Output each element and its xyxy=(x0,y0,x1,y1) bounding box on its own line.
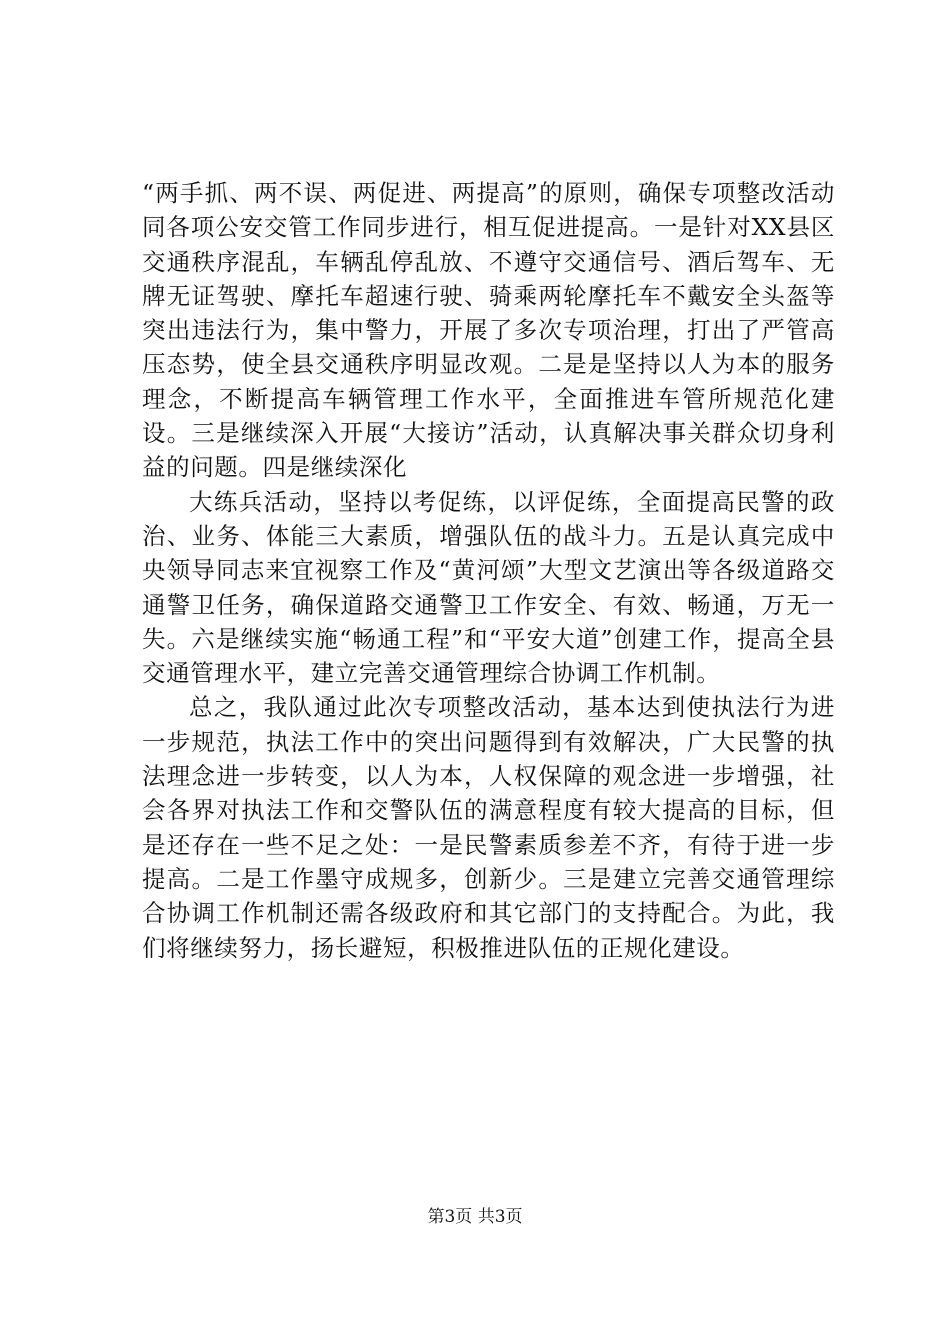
paragraph-2: 大练兵活动，坚持以考促练，以评促练，全面提高民警的政治、业务、体能三大素质，增强队伍的战斗力。五是认真完成中央领导同志来宜视察工作及“黄河颂”大型文艺演出等各级道路交通警卫任务，确保道路交通警卫工作安全、有效、畅通，万无一失。六是继续实施“畅通工程”和“平安大道”创建工作，提高全县交通管理水平，建立完善交通管理综合协调工作机制。 xyxy=(142,487,835,688)
paragraph-1: “两手抓、两不误、两促进、两提高”的原则，确保专项整改活动同各项公安交管工作同步进行，相互促进提高。一是针对XX县区交通秩序混乱，车辆乱停乱放、不遵守交通信号、酒后驾车、无牌无证驾驶、摩托车超速行驶、骑乘两轮摩托车不戴安全头盔等突出违法行为，集中警力，开展了多次专项治理，打出了严管高压态势，使全县交通秩序明显改观。二是是坚持以人为本的服务理念，不断提高车辆管理工作水平，全面推进车管所规范化建设。三是继续深入开展“大接访”活动，认真解决事关群众切身利益的问题。四是继续深化 xyxy=(142,179,835,482)
page-number-footer: 第3页 共3页 xyxy=(427,1207,523,1227)
document-body xyxy=(142,176,835,965)
paragraph-3: 总之，我队通过此次专项整改活动，基本达到使执法行为进一步规范，执法工作中的突出问题得到有效解决，广大民警的执法理念进一步转变，以人为本，人权保障的观念进一步增强，社会各界对执法工作和交警队伍的满意程度有较大提高的目标，但是还存在一些不足之处：一是民警素质参差不齐，有待于进一步提高。二是工作墨守成规多，创新少。三是建立完善交通管理综合协调工作机制还需各级政府和其它部门的支持配合。为此，我们将继续努力，扬长避短，积极推进队伍的正规化建设。 xyxy=(142,693,835,962)
